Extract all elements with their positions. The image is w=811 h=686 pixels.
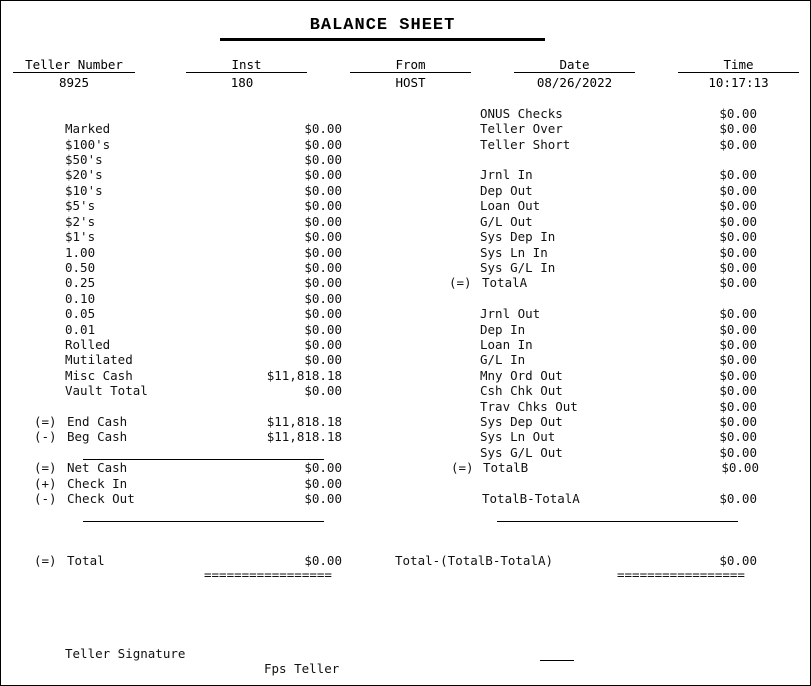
left-item-value: $0.00: [304, 291, 342, 306]
right-item-label: Loan Out: [480, 198, 541, 213]
right-item-label: Sys Dep Out: [480, 414, 563, 429]
check-in-value: $0.00: [304, 476, 342, 491]
left-item-label: $5's: [65, 198, 96, 213]
left-item-label: $100's: [65, 137, 111, 152]
left-item-value: $0.00: [304, 198, 342, 213]
double-rule: =================: [617, 567, 745, 582]
left-item-value: $0.00: [304, 137, 342, 152]
operator: (=): [34, 460, 57, 475]
right-item-value: $0.00: [719, 106, 757, 121]
title-underline: [220, 38, 545, 41]
total-b-label: TotalB: [483, 460, 529, 475]
left-item-label: 1.00: [65, 245, 96, 260]
left-item-value: $11,818.18: [266, 368, 342, 383]
left-item-value: $0.00: [304, 183, 342, 198]
right-item-value: $0.00: [719, 183, 757, 198]
left-item-value: $0.00: [304, 260, 342, 275]
header-from-label: From: [395, 57, 426, 72]
left-item-label: 0.50: [65, 260, 96, 275]
left-item-label: $20's: [65, 167, 103, 182]
left-item-value: $0.00: [304, 275, 342, 290]
right-item-value: $0.00: [719, 121, 757, 136]
right-item-label: Mny Ord Out: [480, 368, 563, 383]
left-item-value: $0.00: [304, 152, 342, 167]
header-inst-value: 180: [230, 75, 254, 90]
right-item-label: Teller Over: [480, 121, 563, 136]
right-item-value: $0.00: [719, 260, 757, 275]
beg-cash-label: Beg Cash: [67, 429, 128, 444]
total-a-label: TotalA: [482, 275, 528, 290]
operator: (-): [34, 429, 57, 444]
right-item-label: Sys Ln In: [480, 245, 548, 260]
header-inst-label: Inst: [231, 57, 262, 72]
left-item-value: $0.00: [304, 322, 342, 337]
left-item-label: 0.01: [65, 322, 96, 337]
left-item-label: Mutilated: [65, 352, 133, 367]
right-item-label: Sys G/L In: [480, 260, 556, 275]
right-item-label: Sys G/L Out: [480, 445, 563, 460]
left-item-label: 0.10: [65, 291, 96, 306]
net-cash-value: $0.00: [304, 460, 342, 475]
teller-signature-label: Teller Signature: [65, 646, 186, 661]
left-item-value: $0.00: [304, 245, 342, 260]
header-rule: [678, 72, 799, 73]
right-item-value: $0.00: [719, 445, 757, 460]
check-out-label: Check Out: [67, 491, 135, 506]
left-item-value: $0.00: [304, 352, 342, 367]
diff-label: TotalB-TotalA: [482, 491, 580, 506]
left-item-value: $0.00: [304, 167, 342, 182]
right-item-value: $0.00: [719, 229, 757, 244]
right-item-label: Loan In: [480, 337, 533, 352]
operator: (=): [34, 414, 57, 429]
double-rule: =================: [204, 567, 332, 582]
right-item-label: Teller Short: [480, 137, 571, 152]
left-item-label: Marked: [65, 121, 111, 136]
end-cash-value: $11,818.18: [266, 414, 342, 429]
left-item-label: Rolled: [65, 337, 111, 352]
left-item-label: 0.05: [65, 306, 96, 321]
right-item-value: $0.00: [719, 383, 757, 398]
right-item-label: Dep In: [480, 322, 526, 337]
right-item-label: Trav Chks Out: [480, 399, 578, 414]
header-rule: [13, 72, 135, 73]
operator: (+): [34, 476, 57, 491]
net-cash-label: Net Cash: [67, 460, 128, 475]
check-in-label: Check In: [67, 476, 128, 491]
teller-name: Fps Teller: [264, 661, 340, 676]
right-item-label: G/L In: [480, 352, 526, 367]
right-item-value: $0.00: [719, 245, 757, 260]
left-item-label: Vault Total: [65, 383, 148, 398]
subtotal-rule: [497, 521, 738, 522]
operator: (=): [34, 553, 57, 568]
header-teller-number-value: 8925: [58, 75, 90, 90]
header-rule: [350, 72, 471, 73]
left-item-value: $0.00: [304, 214, 342, 229]
header-time-label: Time: [723, 57, 754, 72]
left-item-value: $0.00: [304, 229, 342, 244]
left-item-label: Misc Cash: [65, 368, 133, 383]
total-a-value: $0.00: [719, 275, 757, 290]
right-item-value: $0.00: [719, 399, 757, 414]
right-item-value: $0.00: [719, 322, 757, 337]
right-item-value: $0.00: [719, 414, 757, 429]
subtotal-rule: [83, 521, 324, 522]
right-item-label: Jrnl Out: [480, 306, 541, 321]
right-item-value: $0.00: [719, 306, 757, 321]
right-item-value: $0.00: [719, 429, 757, 444]
header-date-label: Date: [559, 57, 590, 72]
right-item-label: Sys Dep In: [480, 229, 556, 244]
right-item-value: $0.00: [719, 198, 757, 213]
right-item-label: ONUS Checks: [480, 106, 563, 121]
total-b-value: $0.00: [721, 460, 759, 475]
beg-cash-value: $11,818.18: [266, 429, 342, 444]
left-item-label: $1's: [65, 229, 96, 244]
right-item-label: Sys Ln Out: [480, 429, 556, 444]
operator: (-): [34, 491, 57, 506]
right-item-value: $0.00: [719, 214, 757, 229]
end-cash-label: End Cash: [67, 414, 128, 429]
right-item-value: $0.00: [719, 337, 757, 352]
right-item-label: G/L Out: [480, 214, 533, 229]
right-item-value: $0.00: [719, 167, 757, 182]
header-teller-number-label: Teller Number: [25, 57, 123, 72]
header-date-value: 08/26/2022: [536, 75, 613, 90]
operator: (=): [449, 275, 472, 290]
right-item-label: Csh Chk Out: [480, 383, 563, 398]
header-rule: [514, 72, 635, 73]
total-label: Total: [67, 553, 105, 568]
grand-total-label: Total-(TotalB-TotalA): [395, 553, 554, 568]
header-rule: [186, 72, 307, 73]
check-out-value: $0.00: [304, 491, 342, 506]
right-item-value: $0.00: [719, 368, 757, 383]
right-item-value: $0.00: [719, 352, 757, 367]
signature-line: [540, 660, 574, 661]
header-from-value: HOST: [395, 75, 426, 90]
left-item-label: 0.25: [65, 275, 96, 290]
left-item-label: $50's: [65, 152, 103, 167]
page-title: BALANCE SHEET: [309, 16, 456, 35]
left-item-label: $10's: [65, 183, 103, 198]
left-item-value: $0.00: [304, 337, 342, 352]
right-item-label: Dep Out: [480, 183, 533, 198]
operator: (=): [451, 460, 474, 475]
left-item-value: $0.00: [304, 306, 342, 321]
left-item-value: $0.00: [304, 121, 342, 136]
right-item-label: Jrnl In: [480, 167, 533, 182]
total-value: $0.00: [304, 553, 342, 568]
left-item-value: $0.00: [304, 383, 342, 398]
diff-value: $0.00: [719, 491, 757, 506]
grand-total-value: $0.00: [719, 553, 757, 568]
right-item-value: $0.00: [719, 137, 757, 152]
left-item-label: $2's: [65, 214, 96, 229]
header-time-value: 10:17:13: [708, 75, 769, 90]
